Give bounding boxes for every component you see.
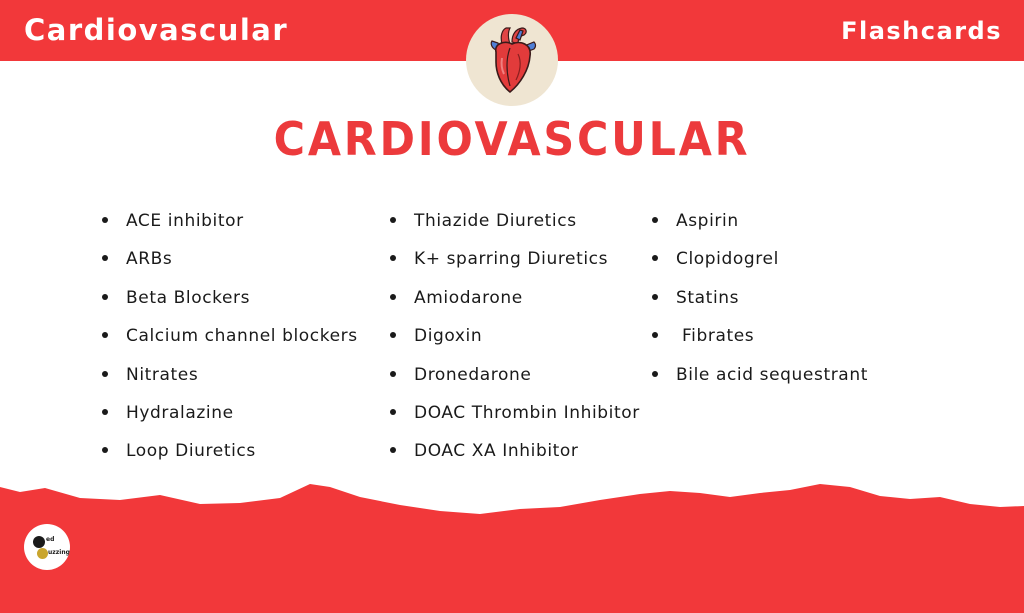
list-item-label: DOAC Thrombin Inhibitor [414, 402, 640, 423]
bullet-icon [652, 332, 658, 338]
page-title: CARDIOVASCULAR [273, 112, 751, 166]
heart-icon [466, 14, 558, 106]
bullet-icon [390, 255, 396, 261]
list-item-label: Amiodarone [414, 287, 523, 308]
list-item [100, 438, 358, 476]
bullet-icon [390, 447, 396, 453]
list-item-label: ACE inhibitor [126, 211, 244, 231]
list-item-label: Dronedarone [414, 364, 532, 385]
bullet-icon [652, 255, 658, 261]
list-item-label: Thiazide Diuretics [414, 211, 577, 231]
bullet-icon [652, 294, 658, 300]
drug-list-column-1 [100, 208, 358, 477]
list-item [388, 285, 640, 323]
bullet-icon [390, 294, 396, 300]
bullet-icon [102, 217, 108, 223]
list-item [650, 323, 868, 361]
list-item-label: ARBs [126, 249, 173, 270]
list-item-label: Fibrates [676, 326, 755, 347]
list-item-label: Digoxin [414, 326, 483, 347]
list-item [388, 400, 640, 438]
bullet-icon [102, 409, 108, 415]
footer-wave [0, 478, 1024, 613]
list-item [100, 323, 358, 361]
bullet-icon [390, 217, 396, 223]
brand-logo [24, 524, 70, 570]
bullet-icon [102, 294, 108, 300]
list-item [388, 438, 640, 476]
list-item [388, 246, 640, 284]
bullet-icon [102, 447, 108, 453]
list-item-label: Hydralazine [126, 402, 234, 423]
bullet-icon [390, 332, 396, 338]
list-item-label: Bile acid sequestrant [676, 364, 868, 385]
logo-text-top: ed [46, 536, 55, 543]
bullet-icon [390, 409, 396, 415]
bullet-icon [390, 371, 396, 377]
list-item-label: Aspirin [676, 211, 739, 231]
list-item-label: Loop Diuretics [126, 441, 256, 462]
list-item [388, 208, 640, 246]
list-item-label: Nitrates [126, 364, 199, 385]
bullet-icon [102, 371, 108, 377]
list-item-label: DOAC XA Inhibitor [414, 441, 579, 462]
list-item [650, 208, 868, 246]
logo-mark-secondary [37, 548, 48, 559]
drug-list-column-2 [388, 208, 640, 477]
list-item [650, 285, 868, 323]
list-item-label: K+ sparring Diuretics [414, 249, 609, 270]
list-item-label: Calcium channel blockers [126, 326, 358, 347]
list-item [100, 285, 358, 323]
heart-badge [466, 14, 558, 106]
header-left-title: Cardiovascular [24, 13, 289, 47]
list-item [100, 362, 358, 400]
list-item-label: Statins [676, 287, 740, 308]
list-item [650, 246, 868, 284]
list-item [388, 362, 640, 400]
drug-list-column-3 [650, 208, 868, 400]
logo-text-bottom: uzzing [48, 549, 70, 556]
bullet-icon [102, 332, 108, 338]
header-right-title: Flashcards [841, 17, 1002, 45]
list-item [100, 208, 358, 246]
list-item [100, 246, 358, 284]
bullet-icon [102, 255, 108, 261]
bullet-icon [652, 371, 658, 377]
list-item [100, 400, 358, 438]
list-item-label: Beta Blockers [126, 287, 251, 308]
logo-mark [33, 536, 45, 548]
bullet-icon [652, 217, 658, 223]
list-item-label: Clopidogrel [676, 249, 779, 270]
list-item [650, 362, 868, 400]
list-item [388, 323, 640, 361]
